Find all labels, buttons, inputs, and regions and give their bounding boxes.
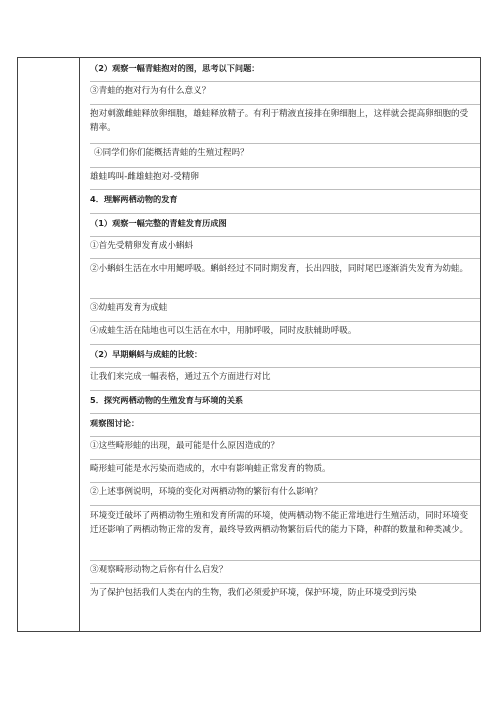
development-item-4: ④成蛙生活在陆地也可以生活在水中，用肺呼吸，同时皮肤辅助呼吸。 [90, 326, 357, 336]
mating-question-1: ③青蛙的抱对行为有什么意义？ [90, 86, 211, 96]
row-divider [90, 104, 480, 105]
row-divider [90, 344, 480, 345]
environment-answer-2: 环境变迁破坏了两栖动物生殖和发育所需的环境，使两栖动物不能正常地进行生殖活动，同时环境变迁还影响了两栖动物正常的发育，最终导致两栖动物繁衍后代的能力下降，种群的数量和种类减少。 [90, 511, 469, 535]
row-divider [90, 167, 480, 168]
environment-question-1: ①这些畸形蛙的出现，最可能是什么原因造成的？ [90, 441, 280, 451]
environment-question-3: ③观察畸形动物之后你有什么启发？ [90, 565, 228, 575]
table-left-column [18, 58, 80, 631]
mating-question-2: ④同学们你们能概括青蛙的生殖过程吗？ [94, 148, 249, 158]
row-divider [90, 390, 480, 391]
development-heading: 4．理解两栖动物的发育 [90, 194, 178, 204]
discussion-heading: 观察图讨论： [90, 418, 140, 428]
development-item-3: ③幼蛙再发育为成蛙 [90, 303, 168, 313]
development-item-1: ①首先受精卵发育成小蝌蚪 [90, 241, 194, 251]
row-divider [90, 321, 480, 322]
mating-heading: （2）观察一幅青蛙抱对的图，思考以下问题： [90, 63, 260, 73]
environment-heading: 5．探究两栖动物的生殖发育与环境的关系 [90, 395, 244, 405]
row-divider [90, 143, 480, 144]
row-divider [90, 213, 480, 214]
row-divider [90, 505, 480, 506]
row-divider [90, 236, 480, 237]
row-divider [90, 367, 480, 368]
row-divider [90, 413, 480, 414]
row-divider [90, 258, 480, 259]
row-divider [90, 81, 480, 82]
development-subheading: （1）观察一幅完整的青蛙发育历成图 [90, 218, 227, 228]
row-divider [90, 298, 480, 299]
environment-answer-1: 畸形蛙可能是水污染而造成的，水中有影响蛙正常发育的物质。 [90, 464, 331, 474]
row-divider [90, 436, 480, 437]
mating-answer-2: 雄蛙鸣叫-雌雄蛙抱对-受精卵 [90, 172, 199, 182]
row-divider [90, 583, 480, 584]
compare-text: 让我们来完成一幅表格，通过五个方面进行对比 [90, 372, 271, 382]
row-divider [90, 459, 480, 460]
environment-answer-3: 为了保护包括我们人类在内的生物，我们必须爱护环境，保护环境，防止环境受到污染 [90, 588, 417, 598]
row-divider [90, 560, 480, 561]
development-item-2: ②小蝌蚪生活在水中用鳃呼吸。蝌蚪经过不同时期发育，长出四肢，同时尾巴逐渐消失发育为幼蛙。 [90, 264, 469, 274]
row-divider [90, 482, 480, 483]
compare-heading: （2）早期蝌蚪与成蛙的比较： [90, 349, 203, 359]
environment-question-2: ②上述事例说明，环境的变化对两栖动物的繁衍有什么影响？ [90, 487, 323, 497]
mating-answer-1: 抱对刺激雌蛙释放卵细胞，雄蛙释放精子。有利于精液直接排在卵细胞上，这样就会提高卵细胞的受精率。 [90, 109, 469, 133]
row-divider [90, 189, 480, 190]
lesson-table [17, 57, 481, 632]
